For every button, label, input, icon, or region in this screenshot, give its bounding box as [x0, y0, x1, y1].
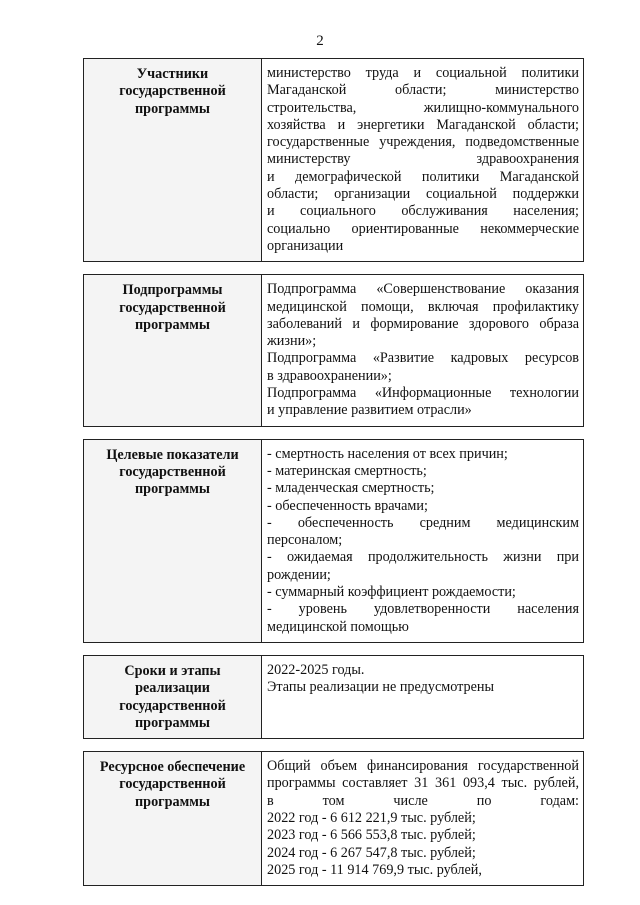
- row-value-line: в здравоохранении»;: [267, 367, 392, 384]
- row-label-line: Целевые показатели: [106, 446, 239, 463]
- row-value-line: жизни»;: [267, 333, 317, 350]
- page-number: 2: [316, 33, 324, 49]
- row-value-line: 2025 год - 11 914 769,9 тыс. рублей,: [267, 861, 482, 878]
- row-value-line: персоналом;: [267, 532, 343, 549]
- row-label-cell: [84, 752, 262, 886]
- row-value: [262, 59, 583, 261]
- row-label: [84, 656, 261, 738]
- row-value-line: хозяйства и энергетики Магаданской области;: [267, 116, 579, 133]
- row-label-cell: [84, 275, 262, 426]
- row-label-line: государственной: [119, 299, 226, 316]
- row-value-line: области; организации социальной поддержки: [267, 186, 579, 203]
- row-value-line: Магаданской области; министерство: [267, 82, 579, 99]
- spacer-cell: [84, 262, 262, 275]
- row-value-line: в том числе по годам:: [267, 792, 579, 809]
- row-value-line: медицинской помощью: [267, 618, 409, 635]
- row-label-line: реализации: [135, 680, 210, 697]
- spacer-cell: [84, 739, 262, 752]
- row-label-line: государственной: [119, 776, 226, 793]
- row-spacer: [84, 739, 584, 752]
- row-label-line: программы: [135, 100, 210, 117]
- row-value-line: и демографической политики Магаданской: [267, 168, 579, 185]
- row-value-line: Общий объем финансирования государственной: [267, 758, 579, 775]
- spacer-cell: [262, 739, 584, 752]
- spacer-cell: [262, 262, 584, 275]
- row-label-line: программы: [135, 714, 210, 731]
- row-label-line: программы: [135, 793, 210, 810]
- row-value-cell: [262, 275, 584, 426]
- row-label: [84, 752, 261, 885]
- row-label-line: государственной: [119, 83, 226, 100]
- row-value: [262, 275, 583, 425]
- row-label-line: Сроки и этапы: [124, 662, 221, 679]
- row-label-line: Подпрограммы: [122, 282, 223, 299]
- row-label: [84, 275, 261, 425]
- spacer-cell: [84, 642, 262, 655]
- row-spacer: [84, 426, 584, 439]
- row-label-cell: [84, 439, 262, 642]
- row-label-line: государственной: [119, 697, 226, 714]
- row-value-line: - смертность населения от всех причин;: [267, 445, 508, 462]
- row-value-line: - суммарный коэффициент рождаемости;: [267, 584, 516, 601]
- table-row-subprograms: [84, 275, 584, 426]
- table-row-target-indicators: [84, 439, 584, 642]
- row-label-line: Ресурсное обеспечение: [99, 759, 246, 776]
- row-value-line: Подпрограмма «Развитие кадровых ресурсов: [267, 350, 579, 367]
- row-value-line: - уровень удовлетворенности населения: [267, 601, 579, 618]
- row-label-cell: [84, 655, 262, 738]
- spacer-cell: [84, 426, 262, 439]
- spacer-cell: [262, 426, 584, 439]
- row-value-line: министерству здравоохранения: [267, 151, 579, 168]
- row-value-line: и социального обслуживания населения;: [267, 203, 579, 220]
- row-value-line: - обеспеченность средним медицинским: [267, 514, 579, 531]
- row-value-line: заболеваний и формирование здорового образа: [267, 315, 579, 332]
- row-value-line: строительства, жилищно-коммунального: [267, 99, 579, 116]
- row-spacer: [84, 262, 584, 275]
- row-value-line: Этапы реализации не предусмотрены: [267, 679, 495, 696]
- row-value-line: и управление развитием отрасли»: [267, 402, 472, 419]
- row-value: [262, 656, 583, 703]
- row-label-cell: [84, 59, 262, 262]
- row-value-cell: [262, 655, 584, 738]
- row-label-line: Участники: [136, 66, 209, 82]
- row-value-cell: [262, 752, 584, 886]
- row-value-cell: [262, 439, 584, 642]
- row-value: [262, 440, 583, 642]
- row-value-line: Подпрограмма «Совершенствование оказания: [267, 281, 579, 298]
- row-value-line: медицинской помощи, включая профилактику: [267, 298, 579, 315]
- row-value: [262, 752, 583, 885]
- row-value-cell: [262, 59, 584, 262]
- table-row-participants: [84, 59, 584, 262]
- row-value-line: государственные учреждения, подведомственные: [267, 134, 579, 151]
- row-label-line: программы: [135, 481, 210, 498]
- row-value-line: - ожидаемая продолжительность жизни при: [267, 549, 579, 566]
- row-value-line: социально ориентированные некоммерческие: [267, 220, 579, 237]
- row-label-line: государственной: [119, 463, 226, 480]
- row-value-line: министерство труда и социальной политики: [267, 65, 579, 81]
- row-value-line: 2023 год - 6 566 553,8 тыс. рублей;: [267, 827, 476, 844]
- row-label: [84, 59, 261, 261]
- row-value-line: 2022 год - 6 612 221,9 тыс. рублей;: [267, 809, 476, 826]
- table-body: [84, 59, 584, 886]
- program-passport-table: [83, 58, 584, 886]
- row-label-line: программы: [135, 316, 210, 333]
- row-value-line: рождении;: [267, 566, 331, 583]
- row-value-line: 2024 год - 6 267 547,8 тыс. рублей;: [267, 844, 476, 861]
- table-row-timeline: [84, 655, 584, 738]
- row-value-line: Подпрограмма «Информационные технологии: [267, 385, 579, 402]
- row-value-line: 2022-2025 годы.: [267, 661, 365, 678]
- row-label: [84, 440, 261, 642]
- row-value-line: - материнская смертность;: [267, 462, 427, 479]
- row-value-line: организации: [267, 237, 344, 254]
- row-value-line: - обеспеченность врачами;: [267, 497, 428, 514]
- table-row-resources: [84, 752, 584, 886]
- row-value-line: программы составляет 31 361 093,4 тыс. рублей,: [267, 775, 579, 792]
- row-value-line: - младенческая смертность;: [267, 480, 435, 497]
- row-spacer: [84, 642, 584, 655]
- spacer-cell: [262, 642, 584, 655]
